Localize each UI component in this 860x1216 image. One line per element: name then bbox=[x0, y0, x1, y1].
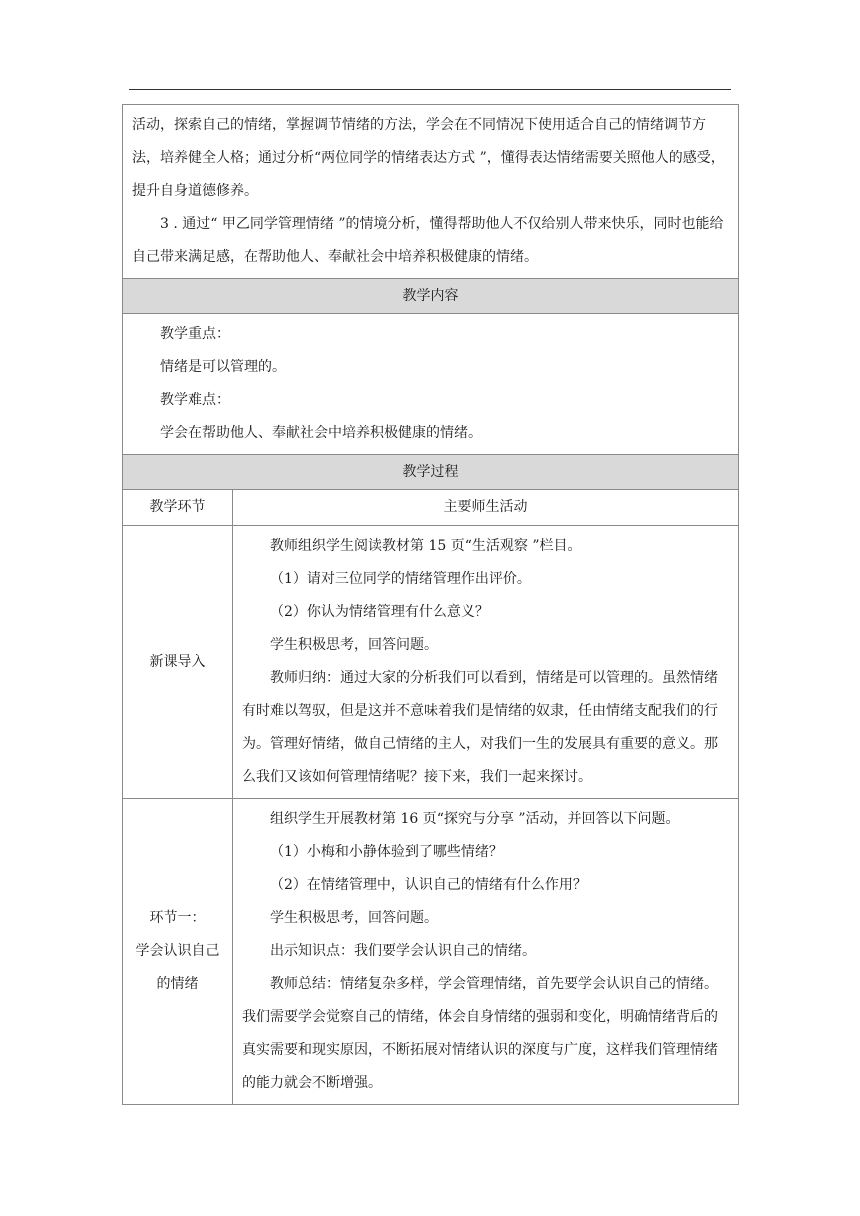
stage-label: 新课导入 bbox=[149, 653, 206, 670]
activity-paragraph: 教师组织学生阅读教材第 15 页“生活观察 ”栏目。 bbox=[270, 538, 582, 554]
activity-cell-intro bbox=[233, 526, 739, 799]
activity-paragraph: （2）你认为情绪管理有什么意义？ bbox=[270, 604, 489, 620]
activity-paragraph: 教师总结：情绪复杂多样，学会管理情绪，首先要学会认识自己的情绪。我们需要学会觉察自己的情绪，体会自身情绪的强弱和变化，明确情绪背后的真实需要和现实原因，不断拓展对情绪认识的深度与广度，这样我们管理情绪的能力就会不断增强。 bbox=[242, 976, 718, 1091]
process-section-title: 教学过程 bbox=[123, 455, 739, 490]
stage-label: 的情绪 bbox=[156, 976, 199, 992]
content-section-header bbox=[123, 279, 739, 314]
activity-paragraph: 教师归纳：通过大家的分析我们可以看到，情绪是可以管理的。虽然情绪有时难以驾驭，但是这并不意味着我们是情绪的奴隶，任由情绪支配我们的行为。管理好情绪，做自己情绪的主人，对我们一生的发展具有重要的意义。那么我们又该如何管理情绪呢？接下来，我们一起来探讨。 bbox=[242, 670, 718, 785]
process-column-headers bbox=[123, 490, 739, 526]
activity-paragraph: 出示知识点：我们要学会认识自己的情绪。 bbox=[270, 943, 536, 959]
activity-paragraph: （2）在情绪管理中，认识自己的情绪有什么作用？ bbox=[270, 877, 587, 893]
difficulty-text: 学会在帮助他人、奉献社会中培养积极健康的情绪。 bbox=[160, 425, 482, 441]
activity-paragraph: 组织学生开展教材第 16 页“探究与分享 ”活动，并回答以下问题。 bbox=[270, 811, 680, 827]
activity-paragraph: （1）小梅和小静体验到了哪些情绪？ bbox=[270, 844, 503, 860]
process-section-header bbox=[123, 455, 739, 490]
stage-cell-step1 bbox=[123, 799, 233, 1105]
content-section-title: 教学内容 bbox=[123, 279, 739, 314]
activity-paragraph: 学生积极思考，回答问题。 bbox=[270, 637, 438, 653]
stage-label: 环节一： bbox=[149, 910, 206, 926]
process-row-step1 bbox=[123, 799, 739, 1105]
activity-paragraph: （1）请对三位同学的情绪管理作出评价。 bbox=[270, 571, 531, 587]
lesson-plan-table bbox=[122, 104, 739, 1105]
activity-column-header: 主要师生活动 bbox=[233, 490, 739, 526]
activity-cell-step1 bbox=[233, 799, 739, 1105]
stage-label: 学会认识自己 bbox=[135, 943, 220, 959]
page-header-rule bbox=[129, 89, 731, 90]
objectives-paragraph-2: 3 . 通过“ 甲乙同学管理情绪 ”的情境分析，懂得帮助他人不仅给别人带来快乐，同时也能给自己带来满足感，在帮助他人、奉献社会中培养积极健康的情绪。 bbox=[132, 216, 724, 265]
stage-cell-intro bbox=[123, 526, 233, 799]
key-point-label: 教学重点： bbox=[160, 326, 230, 342]
activity-paragraph: 学生积极思考，回答问题。 bbox=[270, 910, 438, 926]
content-section-body bbox=[123, 314, 739, 455]
difficulty-label: 教学难点： bbox=[160, 392, 230, 408]
objectives-paragraph-1: 活动，探索自己的情绪，掌握调节情绪的方法，学会在不同情况下使用适合自己的情绪调节方法，培养健全人格；通过分析“两位同学的情绪表达方式 ”，懂得表达情绪需要关照他人的感受，提升自身道德修养。 bbox=[132, 117, 725, 199]
key-point-text: 情绪是可以管理的。 bbox=[160, 359, 286, 375]
stage-column-header: 教学环节 bbox=[123, 490, 233, 526]
objectives-row bbox=[123, 105, 739, 279]
process-row-intro bbox=[123, 526, 739, 799]
